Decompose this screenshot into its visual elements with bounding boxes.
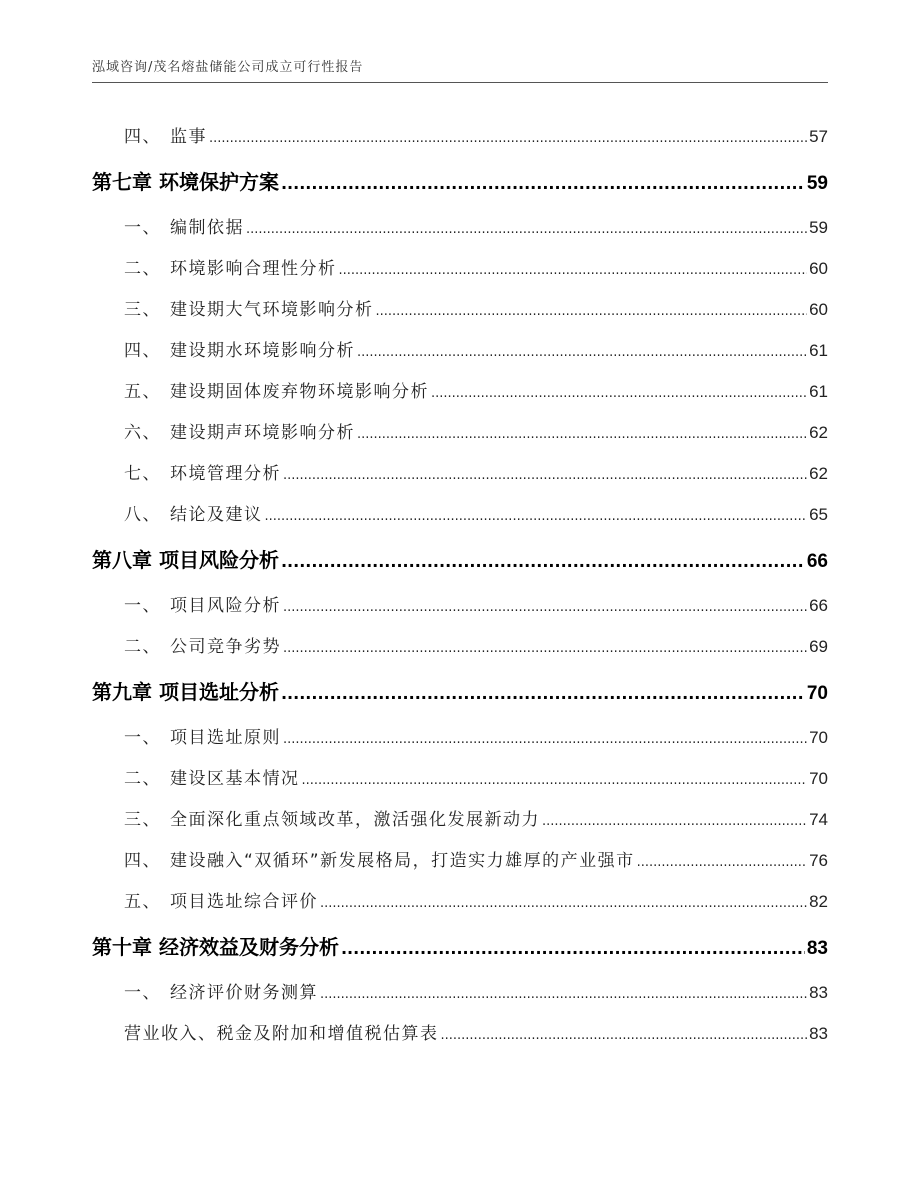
toc-page-number: 83 xyxy=(809,1024,828,1043)
table-of-contents xyxy=(92,116,828,1054)
toc-entry-label: 一、 项目风险分析 xyxy=(124,596,281,616)
dot-leader xyxy=(302,760,808,801)
dot-leader xyxy=(320,883,807,924)
toc-table-revenue-tax[interactable] xyxy=(92,1013,828,1054)
toc-entry-label: 三、 建设期大气环境影响分析 xyxy=(124,300,374,320)
dot-leader xyxy=(281,159,805,209)
dot-leader xyxy=(281,537,805,587)
toc-entry-label: 六、 建设期声环境影响分析 xyxy=(124,423,355,443)
dot-leader xyxy=(339,250,808,291)
toc-section-env-rationality[interactable] xyxy=(92,248,828,289)
dot-leader xyxy=(283,587,807,628)
toc-entry-label: 七、 环境管理分析 xyxy=(124,464,281,484)
toc-chapter-title: 第七章 环境保护方案 xyxy=(92,170,279,194)
toc-entry-label: 一、 项目选址原则 xyxy=(124,728,281,748)
toc-section-site-principle[interactable] xyxy=(92,717,828,758)
toc-page-number: 65 xyxy=(809,505,828,524)
toc-section-basis[interactable] xyxy=(92,207,828,248)
dot-leader xyxy=(357,332,807,373)
dot-leader xyxy=(431,373,807,414)
toc-chapter-title: 第九章 项目选址分析 xyxy=(92,680,279,704)
toc-section-solid-waste[interactable] xyxy=(92,371,828,412)
toc-page-number: 59 xyxy=(809,218,828,237)
toc-chapter-8[interactable] xyxy=(92,535,828,585)
toc-chapter-9[interactable] xyxy=(92,667,828,717)
toc-section-reform[interactable] xyxy=(92,799,828,840)
toc-section-weakness[interactable] xyxy=(92,626,828,667)
toc-entry-label: 五、 项目选址综合评价 xyxy=(124,892,318,912)
toc-section-conclusion[interactable] xyxy=(92,494,828,535)
toc-entry-label: 四、 建设融入“双循环”新发展格局，打造实力雄厚的产业强市 xyxy=(124,851,635,871)
toc-entry-label: 五、 建设期固体废弃物环境影响分析 xyxy=(124,382,429,402)
toc-page-number: 62 xyxy=(809,464,828,483)
dot-leader xyxy=(637,842,807,883)
dot-leader xyxy=(320,974,807,1015)
dot-leader xyxy=(357,414,807,455)
toc-page-number: 70 xyxy=(806,683,828,704)
toc-entry-label: 四、 建设期水环境影响分析 xyxy=(124,341,355,361)
dot-leader xyxy=(265,496,808,537)
page-header xyxy=(92,60,828,83)
toc-page-number: 60 xyxy=(809,259,828,278)
dot-leader xyxy=(542,801,807,842)
dot-leader xyxy=(209,118,807,159)
toc-page-number: 83 xyxy=(809,983,828,1002)
toc-section-dual-circulation[interactable] xyxy=(92,840,828,881)
toc-page-number: 74 xyxy=(809,810,828,829)
toc-page-number: 61 xyxy=(809,382,828,401)
header-text: 泓域咨询/茂名熔盐储能公司成立可行性报告 xyxy=(92,60,364,75)
toc-section-supervisor[interactable] xyxy=(92,116,828,157)
toc-chapter-title: 第十章 经济效益及财务分析 xyxy=(92,935,339,959)
dot-leader xyxy=(283,719,807,760)
toc-section-noise[interactable] xyxy=(92,412,828,453)
toc-page-number: 57 xyxy=(809,127,828,146)
toc-section-air[interactable] xyxy=(92,289,828,330)
toc-page-number: 62 xyxy=(809,423,828,442)
toc-page-number: 70 xyxy=(809,728,828,747)
toc-section-water[interactable] xyxy=(92,330,828,371)
toc-entry-label: 营业收入、税金及附加和增值税估算表 xyxy=(124,1024,439,1044)
toc-section-site-evaluation[interactable] xyxy=(92,881,828,922)
toc-entry-label: 八、 结论及建议 xyxy=(124,505,263,525)
toc-page-number: 66 xyxy=(806,551,828,572)
toc-page-number: 83 xyxy=(806,938,828,959)
dot-leader xyxy=(341,924,805,974)
toc-page-number: 82 xyxy=(809,892,828,911)
toc-entry-label: 二、 环境影响合理性分析 xyxy=(124,259,337,279)
toc-entry-label: 三、 全面深化重点领域改革，激活强化发展新动力 xyxy=(124,810,540,830)
toc-section-financial-calc[interactable] xyxy=(92,972,828,1013)
toc-section-risk[interactable] xyxy=(92,585,828,626)
toc-page-number: 76 xyxy=(809,851,828,870)
toc-chapter-10[interactable] xyxy=(92,922,828,972)
dot-leader xyxy=(283,628,807,669)
toc-entry-label: 一、 编制依据 xyxy=(124,218,244,238)
toc-page-number: 66 xyxy=(809,596,828,615)
toc-entry-label: 一、 经济评价财务测算 xyxy=(124,983,318,1003)
dot-leader xyxy=(441,1015,808,1056)
dot-leader xyxy=(376,291,808,332)
toc-entry-label: 四、 监事 xyxy=(124,127,207,147)
toc-page-number: 69 xyxy=(809,637,828,656)
dot-leader xyxy=(246,209,807,250)
toc-entry-label: 二、 建设区基本情况 xyxy=(124,769,300,789)
dot-leader xyxy=(281,669,805,719)
toc-chapter-title: 第八章 项目风险分析 xyxy=(92,548,279,572)
toc-page-number: 61 xyxy=(809,341,828,360)
toc-entry-label: 二、 公司竞争劣势 xyxy=(124,637,281,657)
toc-page-number: 59 xyxy=(806,173,828,194)
toc-page-number: 60 xyxy=(809,300,828,319)
toc-page-number: 70 xyxy=(809,769,828,788)
toc-section-area-overview[interactable] xyxy=(92,758,828,799)
dot-leader xyxy=(283,455,807,496)
toc-chapter-7[interactable] xyxy=(92,157,828,207)
toc-section-env-management[interactable] xyxy=(92,453,828,494)
